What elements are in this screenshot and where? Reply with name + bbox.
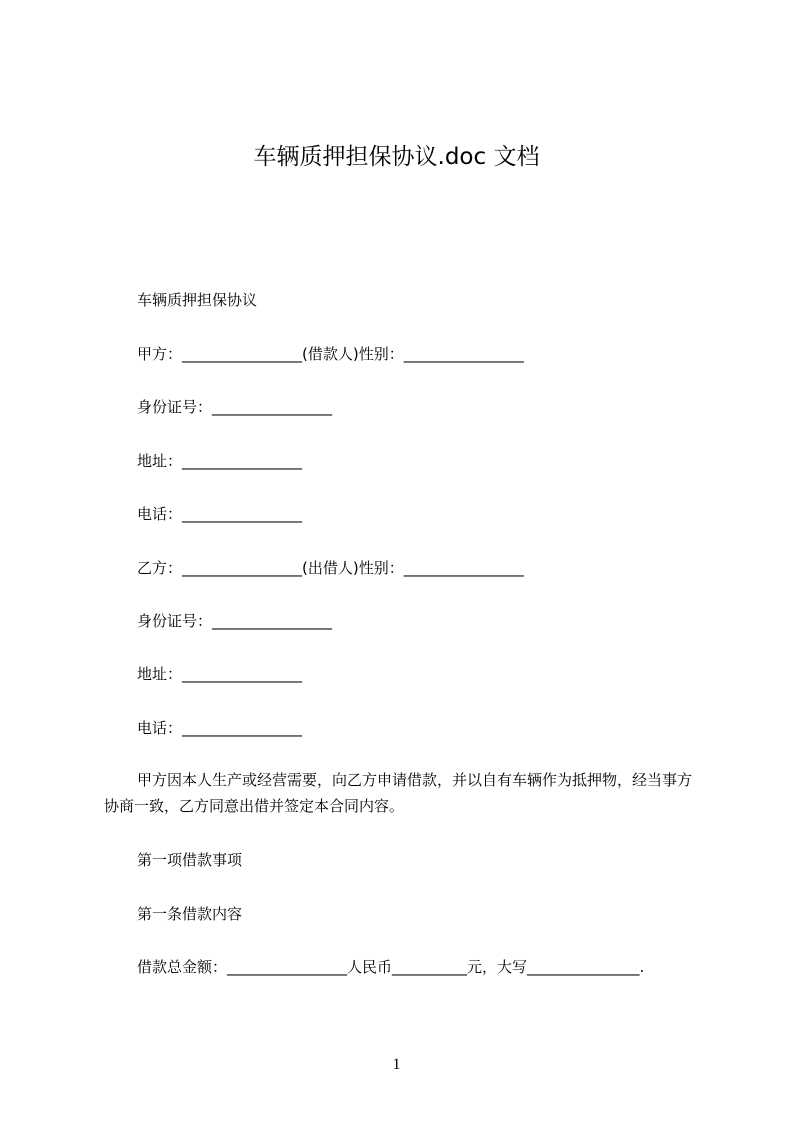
- page-number: 1: [392, 1056, 401, 1073]
- agreement-heading: 车辆质押担保协议: [137, 291, 258, 309]
- section-heading: 第一项借款事项: [137, 851, 243, 869]
- party-a-phone-line: 电话：________________: [137, 505, 303, 523]
- party-b-phone-line: 电话：________________: [137, 719, 303, 737]
- article-heading: 第一条借款内容: [137, 905, 243, 923]
- party-a-address-line: 地址：________________: [137, 452, 303, 470]
- party-a-line: 甲方：________________(借款人)性别：________________: [137, 345, 524, 363]
- document-title: 车辆质押担保协议.doc 文档: [253, 144, 540, 170]
- intro-paragraph-text: 甲方因本人生产或经营需要，向乙方申请借款，并以自有车辆作为抵押物，经当事方协商一致，乙方同意出借并签定本合同内容。: [104, 771, 693, 815]
- intro-paragraph: [104, 767, 694, 819]
- party-b-id-line: 身份证号：________________: [137, 612, 333, 630]
- loan-amount-line: 借款总金额：________________人民币__________元，大写_______________.: [137, 958, 645, 976]
- party-a-id-line: 身份证号：________________: [137, 398, 333, 416]
- party-b-address-line: 地址：________________: [137, 665, 303, 683]
- party-b-line: 乙方：________________(出借人)性别：________________: [137, 559, 524, 577]
